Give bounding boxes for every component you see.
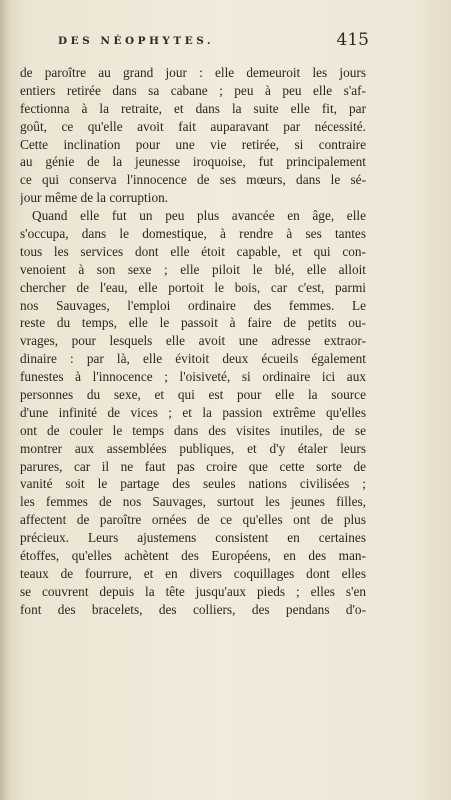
text-line: nos Sauvages, l'emploi ordinaire des femmes. Le bbox=[20, 297, 366, 313]
text-line: Cette inclination pour une vie retirée, si contraire bbox=[20, 136, 366, 152]
text-line: font des bracelets, des colliers, des pendans d'o- bbox=[20, 601, 366, 617]
page-number: 415 bbox=[336, 30, 369, 50]
running-head: DES NÉOPHYTES. bbox=[58, 35, 215, 47]
text-line: jour même de la corruption. bbox=[20, 190, 169, 206]
text-line: au génie de la jeunesse iroquoise, fut principalement bbox=[20, 154, 366, 170]
page-header bbox=[0, 30, 451, 52]
text-line: fectionna à la retraite, et dans la suite elle fit, par bbox=[20, 100, 366, 116]
text-line: les femmes de nos Sauvages, surtout les jeunes filles, bbox=[20, 494, 366, 510]
text-line: parures, car il ne faut pas croire que cette sorte de bbox=[20, 458, 366, 474]
text-line: ce qui conserva l'innocence de ses mœurs, dans le sé- bbox=[20, 172, 366, 188]
page-edge-shadow bbox=[0, 0, 10, 800]
text-line: chercher de l'eau, elle portoit le bois, car c'est, parmi bbox=[20, 279, 366, 295]
text-line: teaux de fourrure, et en divers coquillages dont elles bbox=[20, 565, 366, 581]
text-line: s'occupa, dans le domestique, à rendre à ses tantes bbox=[20, 226, 366, 242]
text-line: affectent de paroître ornées de ce qu'elles ont de plus bbox=[20, 512, 366, 528]
text-line: venoient à son sexe ; elle piloit le blé, elle alloit bbox=[20, 261, 366, 277]
text-line: vanité soit le partage des seules nations civilisées ; bbox=[20, 476, 366, 492]
text-line: étoffes, qu'elles achètent des Européens, en des man- bbox=[20, 548, 366, 564]
text-line: entiers retirée dans sa cabane ; peu à peu elle s'af- bbox=[20, 82, 366, 98]
text-line: funestes à l'innocence ; l'oisiveté, si ordinaire ici aux bbox=[20, 369, 366, 385]
text-line: Quand elle fut un peu plus avancée en âge, elle bbox=[32, 208, 366, 224]
text-line: de paroître au grand jour : elle demeuroit les jours bbox=[20, 65, 366, 80]
text-line: montrer aux assemblées publiques, et d'y étaler leurs bbox=[20, 440, 366, 456]
text-line: dinaire : par là, elle évitoit deux écueils également bbox=[20, 351, 366, 367]
body-text bbox=[20, 64, 366, 619]
text-line: ont de couler le temps dans des visites inutiles, de se bbox=[20, 422, 366, 438]
text-line: reste du temps, elle le passoit à faire de petits ou- bbox=[20, 315, 366, 331]
paragraph-2 bbox=[20, 207, 366, 618]
text-line: précieux. Leurs ajustemens consistent en certaines bbox=[20, 530, 366, 546]
text-line: personnes du sexe, et qui est pour elle la source bbox=[20, 387, 366, 403]
paragraph-1 bbox=[20, 64, 366, 207]
text-line: se couvrent depuis la tête jusqu'aux pieds ; elles s'en bbox=[20, 583, 366, 599]
text-line: goût, ce qu'elle avoit fait auparavant par nécessité. bbox=[20, 118, 366, 134]
text-line: vrages, pour lesquels elle avoit une adresse extraor- bbox=[20, 333, 366, 349]
text-line: d'une infinité de vices ; et la passion extrême qu'elles bbox=[20, 404, 366, 420]
text-line: tous les services dont elle étoit capable, et qui con- bbox=[20, 243, 366, 259]
